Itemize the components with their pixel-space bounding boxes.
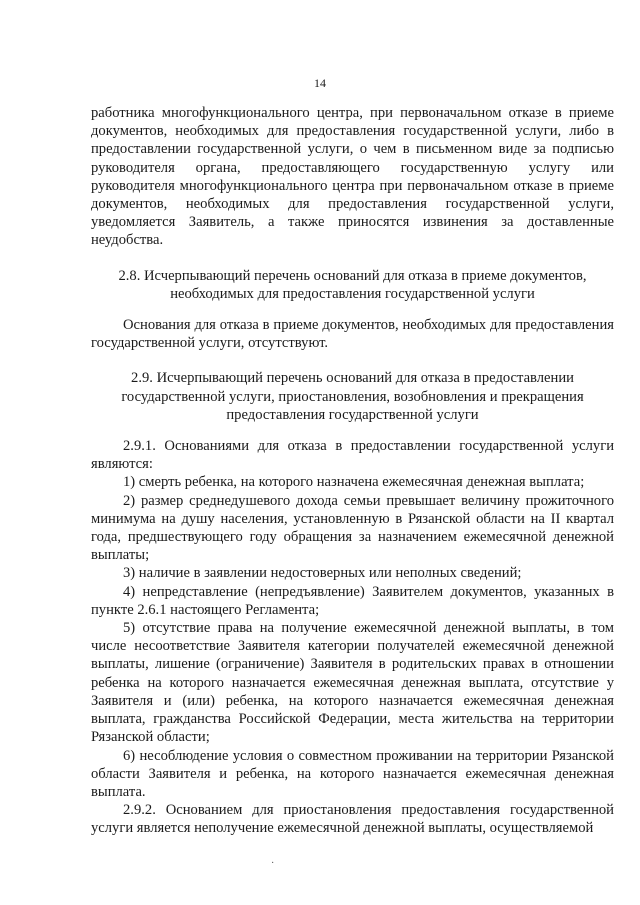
paragraph-2-9-2: 2.9.2. Основанием для приостановления предоставления государственной услуги является неполучение ежемесячной денежной выплаты, осуществляемой	[91, 802, 614, 837]
section-2-8-body: Основания для отказа в приеме документов, необходимых для предоставления государственной услуги, отсутствуют.	[91, 317, 614, 352]
section-2-9-heading: 2.9. Исчерпывающий перечень оснований для отказа в предоставлении государственной услуги, приостановления, возобновления и прекращения предоставления государственной услуги	[121, 370, 584, 423]
continuation-paragraph: работника многофункционального центра, при первоначальном отказе в приеме документов, необходимых для предоставления государственной услуги, либо в предоставлении государственной услуги, о чем в письменном виде за подписью руководителя органа, предоставляющего государственную услугу или руководителя многофункционального центра при первоначальном отказе в приеме документов, необходимых для предоставления государственной услуги, уведомляется Заявитель, а также приносятся извинения за доставленные неудобства.	[91, 105, 614, 249]
paragraph-2-9-1: 2.9.1. Основаниями для отказа в предоставлении государственной услуги являются:	[91, 438, 614, 473]
scan-mark: ·	[271, 858, 275, 869]
section-2-8-heading: 2.8. Исчерпывающий перечень оснований для отказа в приеме документов, необходимых для предоставления государственной услуги	[118, 267, 587, 302]
list-item: 3) наличие в заявлении недостоверных или неполных сведений;	[123, 565, 522, 582]
list-item: 5) отсутствие права на получение ежемесячной денежной выплаты, в том числе несоответствие Заявителя категории получателей ежемесячной денежной выплаты, лишение (ограничение) Заявителя в родительских правах в отношении ребенка на которого назначается ежемесячная денежная выплата, отсутствие у Заявителя и (или) ребенка, на которого назначается ежемесячная денежная выплата, гражданства Российской Федерации, места жительства на территории Рязанской области;	[91, 620, 614, 746]
list-item: 6) несоблюдение условия о совместном проживании на территории Рязанской области Заявителя и ребенка, на которого назначается ежемесячная денежная выплата.	[91, 747, 614, 800]
page-number: 14	[314, 76, 326, 90]
list-item: 2) размер среднедушевого дохода семьи превышает величину прожиточного минимума на душу населения, установленную в Рязанской области на II квартал года, предшествующего году обращения за назначением ежемесячной денежной выплаты;	[91, 492, 614, 564]
list-item: 4) непредставление (непредъявление) Заявителем документов, указанных в пункте 2.6.1 настоящего Регламента;	[91, 583, 614, 618]
document-body	[91, 104, 614, 838]
list-item: 1) смерть ребенка, на которого назначена ежемесячная денежная выплата;	[123, 474, 585, 491]
